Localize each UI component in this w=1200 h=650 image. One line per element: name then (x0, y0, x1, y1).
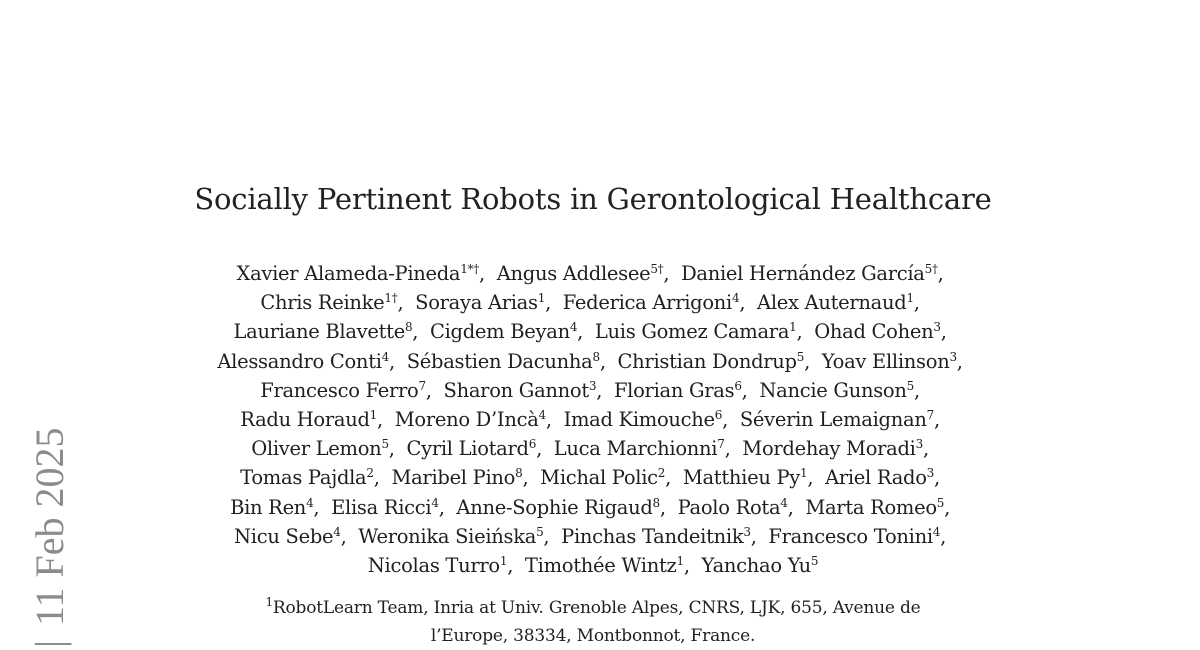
author (540, 466, 665, 489)
author-name: Alessandro Conti (217, 349, 382, 373)
author-line (0, 347, 1186, 376)
author (395, 408, 546, 431)
author-separator: , (750, 524, 769, 548)
author (814, 320, 941, 343)
author (260, 291, 397, 314)
paper-title: Socially Pertinent Robots in Gerontological Healthcare (194, 182, 992, 216)
author (618, 350, 805, 373)
author-separator: , (545, 291, 563, 315)
author-separator: , (922, 437, 935, 461)
author-separator: , (377, 408, 395, 432)
author (702, 554, 819, 577)
author-separator: , (741, 378, 760, 402)
author-name: Ariel Rado (825, 466, 927, 490)
author-affiliation-marker: 7 (418, 378, 426, 393)
author-affiliation-marker: 4 (780, 495, 788, 510)
author-line (0, 317, 1186, 346)
author-separator: , (479, 262, 497, 285)
author-separator: , (596, 378, 614, 402)
author (456, 496, 659, 519)
author-name: Francesco Ferro (260, 378, 419, 402)
author-separator: , (683, 554, 702, 578)
author-affiliation-marker: 4 (932, 524, 941, 539)
author (368, 554, 507, 577)
author-affiliation-marker: 2 (366, 466, 374, 481)
author-name: Lauriane Blavette (233, 320, 405, 344)
author-name: Daniel Hernández García (681, 262, 925, 285)
author-separator: , (933, 408, 946, 432)
arxiv-stamp-bar: | (27, 639, 72, 648)
author-affiliation-marker: 7 (717, 437, 725, 452)
author-name: Nancie Gunson (759, 378, 907, 402)
author-separator: , (313, 495, 332, 519)
author-separator: , (663, 262, 682, 285)
author (822, 350, 957, 373)
author-affiliation-marker: 1*† (460, 262, 480, 276)
author-name: Oliver Lemon (251, 437, 382, 461)
author-separator: , (340, 524, 359, 548)
author (406, 437, 536, 460)
author-name: Moreno D’Incà (394, 408, 539, 432)
author-affiliation-marker: 8 (515, 466, 523, 481)
author-name: Francesco Tonini (768, 524, 933, 548)
author (805, 496, 944, 519)
affiliation-marker: 1 (265, 595, 273, 609)
author-name: Bin Ren (230, 495, 307, 519)
author-affiliation-marker: 1 (499, 554, 508, 569)
author-separator: , (665, 466, 683, 490)
author (678, 496, 788, 519)
affiliation-text-1: RobotLearn Team, Inria at Univ. Grenoble Alpes, CNRS, LJK, 655, Avenue de (272, 598, 921, 618)
author-separator: , (577, 320, 595, 344)
author (234, 525, 341, 548)
author-separator: , (724, 437, 743, 461)
author (240, 408, 377, 431)
author-affiliation-marker: 5 (381, 437, 389, 452)
author-affiliation-marker: 3 (926, 466, 934, 481)
author-line (0, 522, 1186, 551)
author-name: Soraya Arias (415, 291, 538, 315)
author (683, 466, 808, 489)
author-name: Xavier Alameda-Pineda (236, 262, 461, 285)
author-separator: , (804, 349, 822, 373)
author-name: Cigdem Beyan (430, 320, 570, 344)
author-affiliation-marker: 8 (404, 320, 413, 335)
author-affiliation-marker: 4 (569, 320, 578, 335)
author (444, 379, 597, 402)
author-name: Yanchao Yu (701, 554, 811, 578)
author-name: Federica Arrigoni (562, 291, 732, 315)
author-name: Michal Polic (540, 466, 658, 490)
author-affiliation-marker: 4 (381, 349, 390, 364)
author-separator: , (937, 262, 950, 285)
author (740, 408, 934, 431)
author-separator: , (913, 291, 926, 315)
author-separator: , (956, 349, 969, 373)
author-affiliation-marker: 8 (592, 349, 600, 364)
author-separator: , (536, 437, 554, 461)
author-affiliation-marker: 4 (306, 495, 314, 510)
author-separator: , (940, 524, 952, 548)
author-affiliation-marker: 5 (906, 378, 914, 393)
author-name: Luis Gomez Camara (594, 320, 790, 344)
author-separator: , (913, 378, 926, 402)
author (564, 408, 723, 431)
author (525, 554, 684, 577)
author-separator: , (543, 524, 562, 548)
author-affiliation-marker: 1 (800, 466, 808, 481)
author (240, 466, 374, 489)
author-affiliation-marker: 8 (652, 495, 660, 510)
author-line (0, 551, 1186, 580)
author-name: Cyril Liotard (406, 437, 529, 461)
author-name: Sharon Gannot (443, 378, 589, 402)
author-affiliation-marker: 3 (588, 378, 597, 393)
affiliation-line-2: l’Europe, 38334, Montbonnot, France. (430, 626, 756, 646)
author (563, 291, 740, 314)
author (497, 262, 664, 285)
author-name: Elisa Ricci (331, 495, 432, 519)
author-separator: , (659, 495, 678, 519)
author (768, 525, 940, 548)
author-affiliation-marker: 5 (796, 349, 805, 364)
author-separator: , (807, 466, 826, 490)
author-affiliation-marker: 2 (657, 466, 666, 481)
author-line (0, 405, 1186, 434)
author-name: Séverin Lemaignan (739, 408, 927, 432)
author-separator: , (940, 320, 953, 344)
author (614, 379, 742, 402)
author (554, 437, 725, 460)
author-affiliation-marker: 1 (906, 291, 914, 306)
author-line (0, 288, 1186, 317)
author-affiliation-marker: 4 (431, 495, 439, 510)
author-name: Luca Marchionni (553, 437, 718, 461)
author-affiliation-marker: 1 (789, 320, 797, 335)
author-separator: , (796, 320, 815, 344)
author (415, 291, 545, 314)
author (233, 320, 412, 343)
author-separator: , (388, 437, 407, 461)
author-line (0, 434, 1186, 463)
author-separator: , (438, 495, 457, 519)
author-separator: , (507, 554, 525, 578)
author-affiliation-marker: 3 (949, 349, 957, 364)
arxiv-stamp (26, 427, 74, 648)
affiliation-block (0, 594, 1186, 650)
author-line (0, 463, 1186, 492)
author-name: Timothée Wintz (524, 554, 677, 578)
author-affiliation-marker: 3 (933, 320, 941, 335)
author-name: Florian Gras (613, 378, 735, 402)
author-separator: , (787, 495, 806, 519)
arxiv-stamp-date: 11 Feb 2025 (27, 427, 72, 626)
author-separator: , (522, 466, 541, 490)
author-name: Chris Reinke (260, 291, 385, 315)
author-name: Paolo Rota (677, 495, 781, 519)
author (561, 525, 751, 548)
author-separator: , (389, 349, 407, 373)
author-affiliation-marker: 3 (743, 524, 751, 539)
author-affiliation-marker: 5 (936, 495, 945, 510)
author-separator: , (599, 349, 618, 373)
author-affiliation-marker: 4 (731, 291, 740, 306)
author (331, 496, 439, 519)
author-affiliation-marker: 1 (676, 554, 684, 569)
author-affiliation-marker: 6 (714, 408, 723, 423)
author-line (0, 259, 1186, 288)
author-line (0, 376, 1186, 405)
author-name: Tomas Pajdla (240, 466, 367, 490)
author-affiliation-marker: 5† (924, 262, 938, 276)
author-separator: , (722, 408, 740, 432)
author (759, 379, 914, 402)
author-separator: , (739, 291, 758, 315)
author (230, 496, 313, 519)
author-affiliation-marker: 7 (926, 408, 934, 423)
author-line (0, 493, 1186, 522)
author-separator: , (425, 378, 444, 402)
author (251, 437, 389, 460)
author (391, 466, 522, 489)
author (237, 262, 480, 285)
author-affiliation-marker: 1 (369, 408, 378, 423)
author-name: Matthieu Py (682, 466, 801, 490)
author-name: Angus Addlesee (496, 262, 651, 285)
author (825, 466, 934, 489)
author-name: Maribel Pino (391, 466, 516, 490)
author-name: Christian Dondrup (617, 349, 797, 373)
author (260, 379, 426, 402)
author-separator: , (545, 408, 564, 432)
author-affiliation-marker: 5 (810, 554, 819, 569)
author-affiliation-marker: 4 (538, 408, 546, 423)
author-separator: , (397, 291, 416, 315)
author (407, 350, 600, 373)
author-affiliation-marker: 5† (650, 262, 664, 276)
author-name: Imad Kimouche (563, 408, 715, 432)
author (757, 291, 914, 314)
author-affiliation-marker: 5 (536, 524, 544, 539)
author-list (0, 259, 1186, 580)
author-name: Yoav Ellinson (821, 349, 950, 373)
author-name: Sébastien Dacunha (406, 349, 593, 373)
author-name: Alex Auternaud (757, 291, 907, 315)
author-name: Radu Horaud (240, 408, 370, 432)
author (595, 320, 797, 343)
author-affiliation-marker: 1 (537, 291, 546, 306)
author (358, 525, 543, 548)
author-name: Pinchas Tandeitnik (561, 524, 744, 548)
author-name: Nicu Sebe (234, 524, 334, 548)
author-affiliation-marker: 4 (333, 524, 341, 539)
author-affiliation-marker: 6 (528, 437, 537, 452)
author (430, 320, 577, 343)
author-name: Ohad Cohen (814, 320, 934, 344)
author-affiliation-marker: 1† (384, 291, 398, 306)
author (681, 262, 938, 285)
author-separator: , (944, 495, 956, 519)
affiliation-line-1 (0, 594, 1186, 622)
author-name: Weronika Sieińska (358, 524, 537, 548)
author-name: Mordehay Moradi (742, 437, 916, 461)
author (217, 350, 389, 373)
author-separator: , (412, 320, 430, 344)
author-affiliation-marker: 3 (915, 437, 923, 452)
author-affiliation-marker: 6 (734, 378, 742, 393)
author-name: Anne-Sophie Rigaud (456, 495, 653, 519)
author-separator: , (373, 466, 392, 490)
author (742, 437, 923, 460)
author-separator: , (934, 466, 946, 490)
author-name: Nicolas Turro (367, 554, 500, 578)
author-name: Marta Romeo (805, 495, 937, 519)
